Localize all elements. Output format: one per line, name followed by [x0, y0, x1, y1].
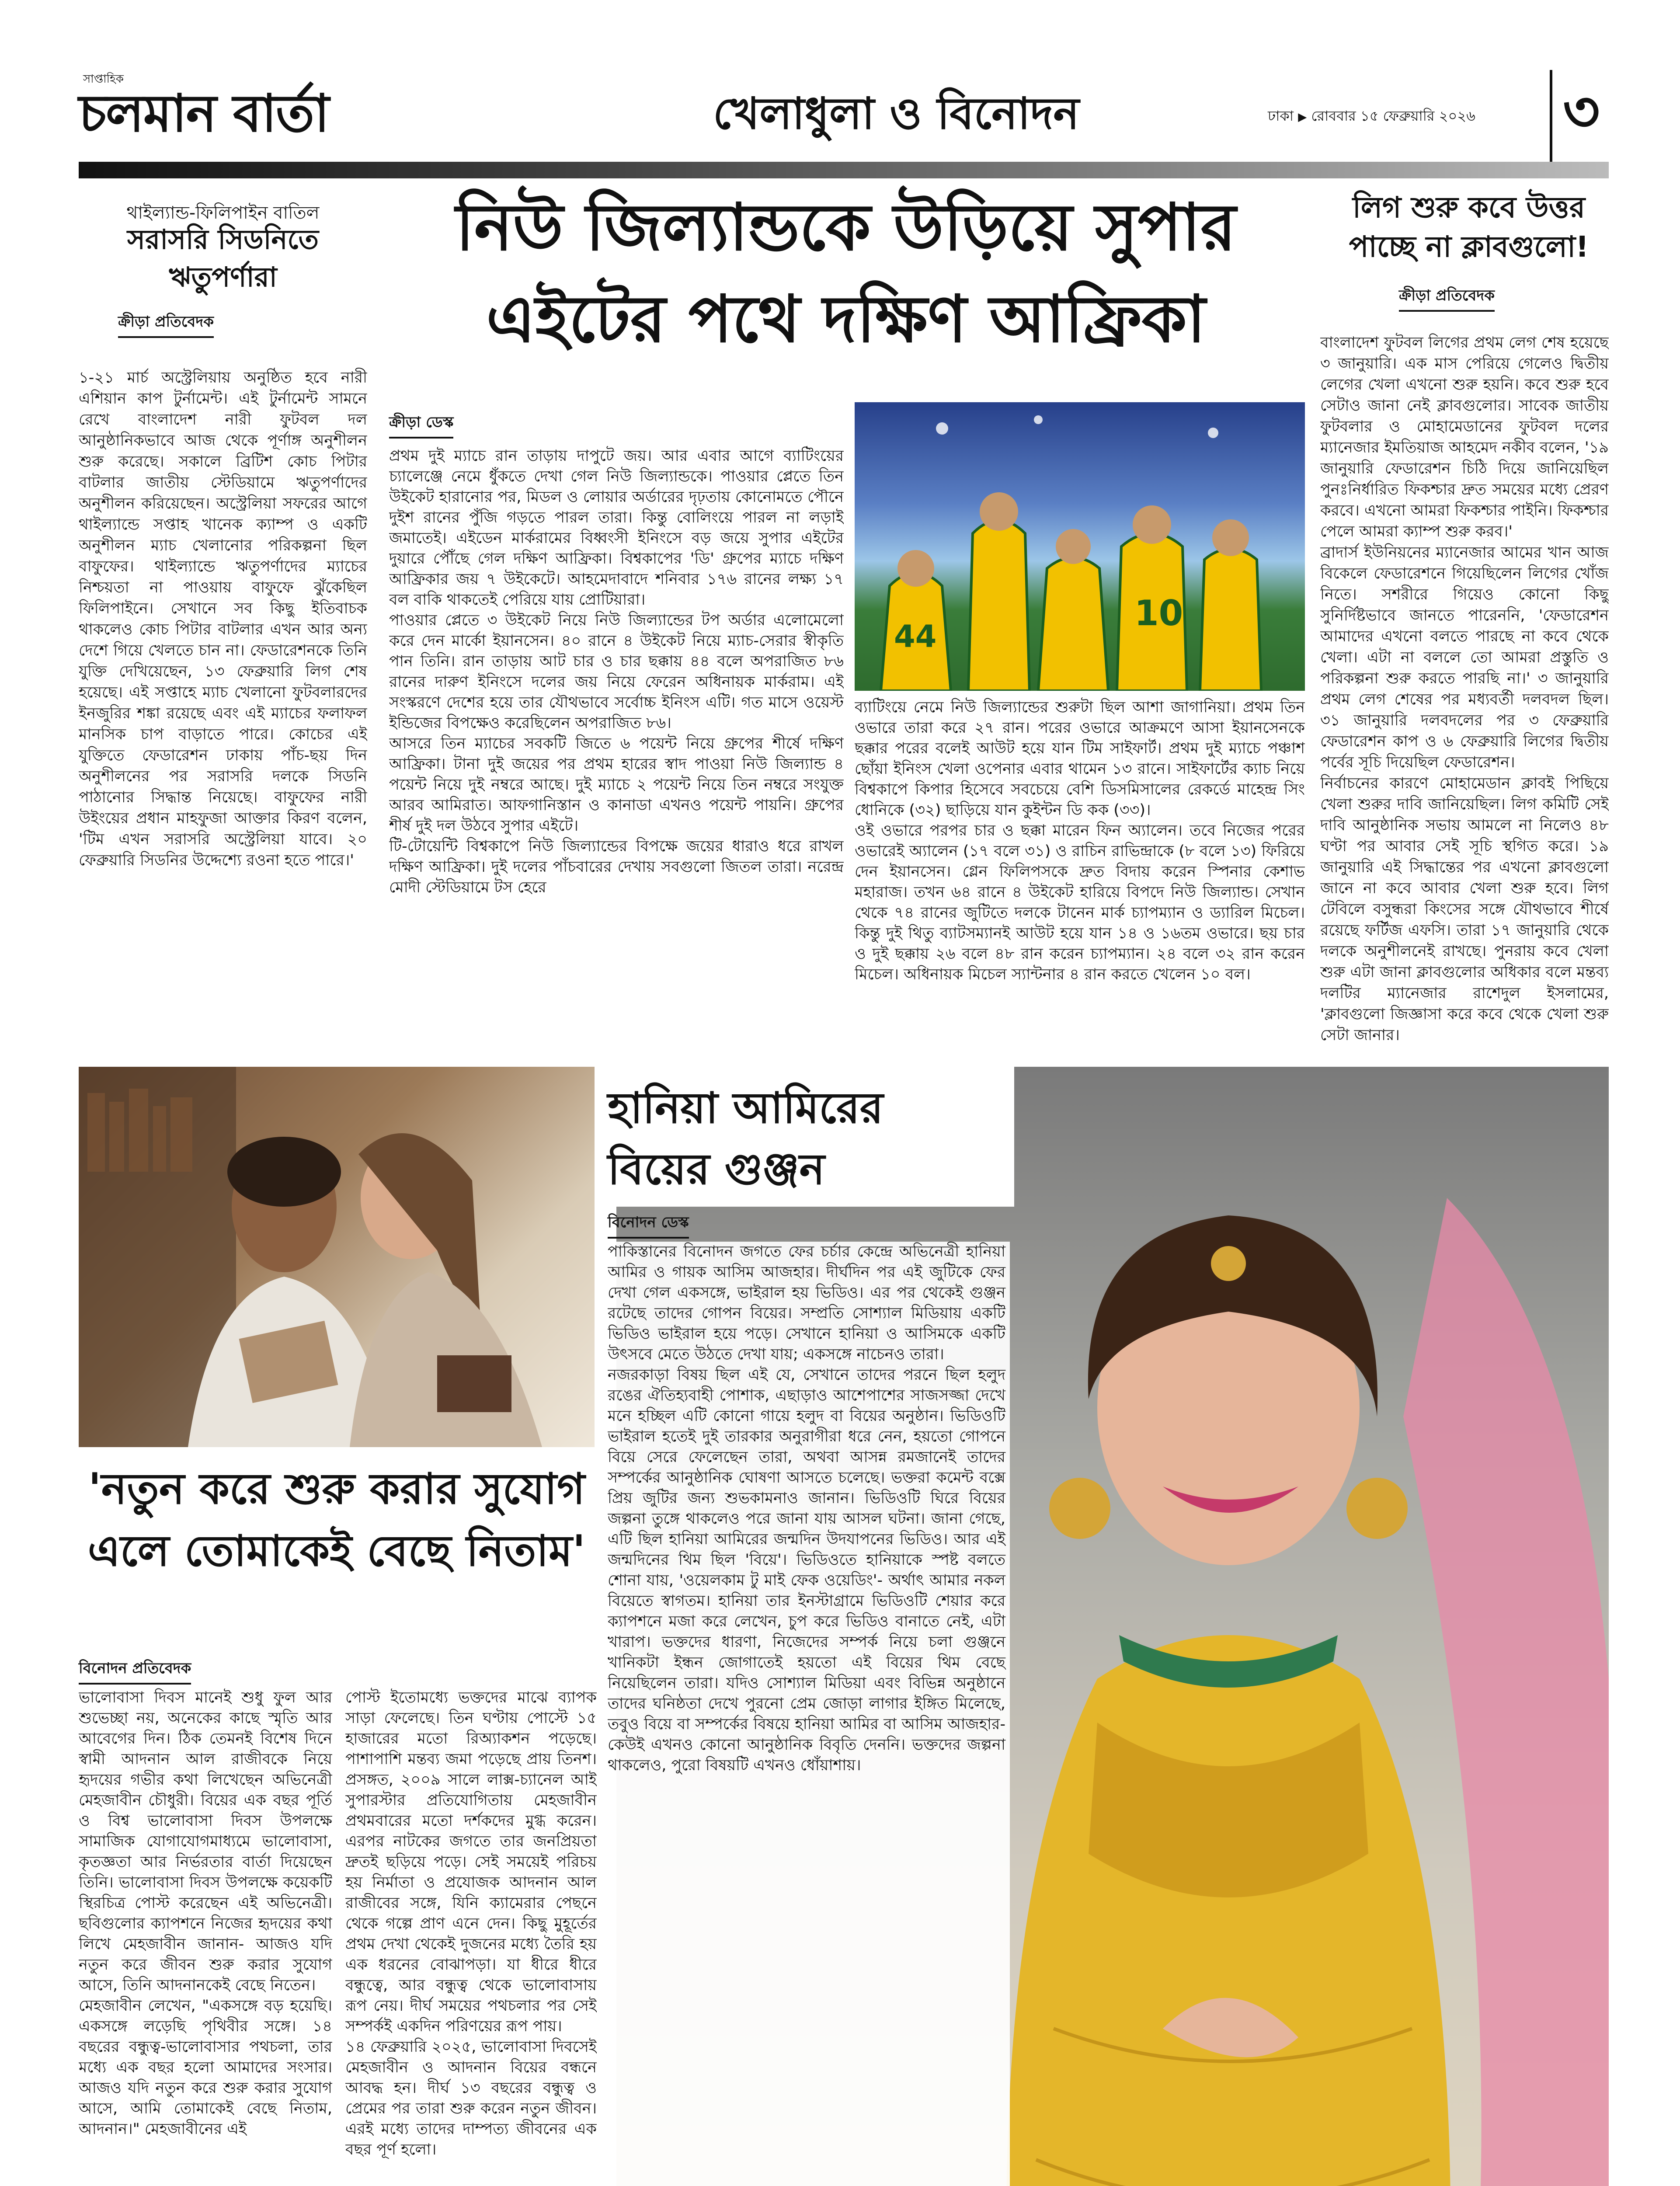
lead-credit: ক্রীড়া ডেস্ক: [389, 411, 453, 439]
dateline-city: ঢাকা: [1268, 108, 1294, 124]
couple-illustration: [79, 1067, 595, 1447]
logo-tagline: সাপ্তাহিক: [83, 73, 124, 86]
section-title: খেলাধুলা ও বিনোদন: [713, 88, 1079, 139]
svg-text:44: 44: [894, 619, 937, 654]
page-number-divider: [1550, 70, 1552, 166]
logo: [79, 70, 402, 157]
hania-body: পাকিস্তানের বিনোদন জগতে ফের চর্চার কেন্দ্রে অভিনেত্রী হানিয়া আমির ও গায়ক আসিম আজহার। দীর্ঘদিন পর এই জুটিকে ফের দেখা গেল একসঙ্গে, ভাইরাল হয় ভিডিও। এর পর থেকেই গুঞ্জন রটেছে তাদের গোপন বিয়ের। সম্প্রতি সোশ্যাল মিডিয়ায় একটি ভিডিও ভাইরাল হয়ে পড়ে। সেখানে হানিয়া ও আসিমকে একটি উৎসবে মেতে উঠতে দেখা যায়; একসঙ্গে নাচেনও তারা। নজরকাড়া বিষয় ছিল এই যে, সেখানে তাদের পরনে ছিল হলুদ রঙের ঐতিহ্যবাহী পোশাক, এছাড়াও আশেপাশের সাজসজ্জা দেখে মনে হচ্ছিল এটি কোনো গায়ে হলুদ বা বিয়ের অনুষ্ঠান। ভিডিওটি ভাইরাল হতেই দুই তারকার অনুরাগীরা ধরে নেন, হয়তো গোপনে বিয়ে সেরে ফেলেছেন তারা, অথবা আসন্ন রমজানেই তাদের সম্পর্কের আনুষ্ঠানিক ঘোষণা আসতে চলেছে। ভক্তরা কমেন্ট বক্সে প্রিয় জুটির জন্য শুভকামনাও জানান। ভিডিওটি ঘিরে বিয়ের জল্পনা তুঙ্গে থাকলেও পরে জানা যায় আসল ঘটনা। জানা গেছে, এটি ছিল হানিয়া আমিরের জন্মদিন উদযাপনের ভিডিও। আর এই জন্মদিনের থিম ছিল 'বিয়ে'। ভিডিওতে হানিয়াকে স্পষ্ট বলতে শোনা যায়, 'ওয়েলকাম টু মাই ফেক ওয়েডিং'- অর্থাৎ আমার নকল বিয়েতে স্বাগতম। হানিয়া তার ইনস্টাগ্রামে ভিডিওটি শেয়ার করে ক্যাপশনে মজা করে লেখেন, চুপ করে ভিডিও বানাতে নেই, এটা খারাপ। ভক্তদের ধারণা, নিজেদের সম্পর্ক নিয়ে চলা গুঞ্জনে খানিকটা ইন্ধন জোগাতেই হয়তো এই বিয়ের থিম বেছে নিয়েছিলেন তারা। যদিও সোশ্যাল মিডিয়া এবং বিভিন্ন অনুষ্ঠানে তাদের ঘনিষ্ঠতা দেখে পুরনো প্রেম জোড়া লাগার ইঙ্গিত মিলেছে, তবুও বিয়ে বা সম্পর্কের বিষয়ে হানিয়া আমির বা আসিম আজহার- কেউই এখনও কোনো আনুষ্ঠানিক বিবৃতি দেননি। ভক্তদের জল্পনা থাকলেও, পুরো বিষয়টি এখনও ধোঁয়াশায়।: [608, 1242, 1010, 2186]
cricket-players-illustration: [855, 402, 1305, 691]
lead-credit-wrap: [389, 411, 453, 439]
left-story-credit: ক্রীড়া প্রতিবেদক: [118, 310, 214, 338]
quote-story-credit-wrap: [79, 1657, 191, 1685]
lead-body-continued: ব্যাটিংয়ে নেমে নিউ জিল্যান্ডের শুরুটা ছিল আশা জাগানিয়া। প্রথম তিন ওভারে তারা করে ২৭ রান। পরের ওভারে আক্রমণে আসা ইয়ানসেনকে ছক্কার পরের বলেই আউট হয়ে যান টিম সাইফার্ট। প্রথম দুই ম্যাচে পঞ্চাশ ছোঁয়া ইনিংস খেলা ওপেনার এবার থামেন ১৩ রানে। সাইফার্টের ক্যাচ নিয়ে বিশ্বকাপে কিপার হিসেবে সবচেয়ে বেশি ডিসমিসালের রেকর্ডে মাহেন্দ্র সিং ধোনিকে (৩২) ছাড়িয়ে যান কুইন্টন ডি কক (৩৩)। ওই ওভারে পরপর চার ও ছক্কা মারেন ফিন অ্যালেন। তবে নিজের পরের ওভারেই অ্যালেন (১৭ বলে ৩১) ও রাচিন রাভিন্দ্রাকে (৮ বলে ১৩) ফিরিয়ে দেন ইয়ানসেন। গ্লেন ফিলিপসকে দ্রুত বিদায় করেন স্পিনার কেশাভ মহারাজ। তখন ৬৪ রানে ৪ উইকেট হারিয়ে বিপদে নিউ জিল্যান্ড। সেখান থেকে ৭৪ রানের জুটিতে দলকে টানেন মার্ক চ্যাপম্যান ও ড্যারিল মিচেল। কিন্তু দুই থিতু ব্যাটসম্যানই আউট হয়ে যান ১৪ ও ১৬তম ওভারে। ছয় চার ও দুই ছক্কায় ২৬ বলে ৪৮ রান করেন চ্যাপম্যান। ২৪ বলে ৩২ রান করেন মিচেল। অধিনায়ক মিচেল স্যান্টনার ৪ রান করতে খেলেন ১০ বল।: [855, 699, 1305, 983]
lead-body: প্রথম দুই ম্যাচে রান তাড়ায় দাপুটে জয়। আর এবার আগে ব্যাটিংয়ের চ্যালেঞ্জে নেমে ধুঁকতে দেখা গেল নিউ জিল্যান্ডকে। পাওয়ার প্লেতে তিন উইকেট হারানোর পর, মিডল ও লোয়ার অর্ডারের দৃঢ়তায় কোনোমতে পৌনে দুইশ রানের পুঁজি গড়তে পারল তারা। কিন্তু বোলিংয়ে পারল না লড়াই জমাতেই। এইডেন মার্করামের বিধ্বংসী ইনিংসে বড় জয়ে সুপার এইটের দুয়ারে পৌঁছে গেল দক্ষিণ আফ্রিকা। বিশ্বকাপের 'ডি' গ্রুপের ম্যাচে দক্ষিণ আফ্রিকার জয় ৭ উইকেটে। আহমেদাবাদে শনিবার ১৭৬ রানের লক্ষ্য ১৭ বল বাকি থাকতেই পেরিয়ে যায় প্রোটিয়ারা। পাওয়ার প্লেতে ৩ উইকেট নিয়ে নিউ জিল্যান্ডের টপ অর্ডার এলোমেলো করে দেন মার্কো ইয়ানসেন। ৪০ রানে ৪ উইকেট নিয়ে ম্যাচ-সেরার স্বীকৃতি পান তিনি। রান তাড়ায় আট চার ও চার ছক্কায় ৪৪ বলে অপরাজিত ৮৬ রানের দারুণ ইনিংসে দলের জয় নিয়ে ফেরেন অধিনায়ক মার্করাম। এই সংস্করণে দেশের হয়ে তার যৌথভাবে সর্বোচ্চ ইনিংস এটি। গত মাসে ওয়েস্ট ইন্ডিজের বিপক্ষেও করেছিলেন অপরাজিত ৮৬। আসরে তিন ম্যাচের সবকটি জিতে ৬ পয়েন্ট নিয়ে গ্রুপের শীর্ষে দক্ষিণ আফ্রিকা। টানা দুই জয়ের পর প্রথম হারের স্বাদ পাওয়া নিউ জিল্যান্ড ৪ পয়েন্ট নিয়ে দুই নম্বরে আছে। দুই ম্যাচে ২ পয়েন্ট নিয়ে তিন নম্বরে সংযুক্ত আরব আমিরাত। আফগানিস্তান ও কানাডা এখনও পয়েন্ট পায়নি। গ্রুপের শীর্ষ দুই দল উঠবে সুপার এইটে। টি-টোয়েন্টি বিশ্বকাপে নিউ জিল্যান্ডের বিপক্ষে জয়ের ধারাও ধরে রাখল দক্ষিণ আফ্রিকা। দুই দলের পাঁচবারের দেখায় সবগুলো জিতল তারা। নরেন্দ্র মোদী স্টেডিয়ামে টস হেরে: [389, 447, 844, 896]
quote-story-body-left: ভালোবাসা দিবস মানেই শুধু ফুল আর শুভেচ্ছা নয়, অনেকের কাছে স্মৃতি আর আবেগের দিন। ঠিক তেমনই বিশেষ দিনে স্বামী আদনান আল রাজীবকে নিয়ে হৃদয়ের গভীর কথা লিখেছেন অভিনেত্রী মেহজাবীন চৌধুরী। বিয়ের এক বছর পূর্তি ও বিশ্ব ভালোবাসা দিবস উপলক্ষে সামাজিক যোগাযোগমাধ্যমে ভালোবাসা, কৃতজ্ঞতা আর নির্ভরতার বার্তা দিয়েছেন তিনি। ভালোবাসা দিবস উপলক্ষে কয়েকটি স্থিরচিত্র পোস্ট করেছেন এই অভিনেত্রী। ছবিগুলোর ক্যাপশনে নিজের হৃদয়ের কথা লিখে মেহজাবীন জানান- আজও যদি নতুন করে জীবন শুরু করার সুযোগ আসে, তিনি আদনানকেই বেছে নিতেন। মেহজাবীন লেখেন, "একসঙ্গে বড় হয়েছি। একসঙ্গে লড়েছি পৃথিবীর সঙ্গে। ১৪ বছরের বন্ধুত্ব-ভালোবাসার পথচলা, তার মধ্যে এক বছর হলো আমাদের সংসার। আজও যদি নতুন করে শুরু করার সুযোগ আসে, আমি তোমাকেই বেছে নিতাম, আদনান।" মেহজাবীনের এই: [79, 1689, 332, 2138]
left-story-headline: সরাসরি সিডনিতে ঋতুপর্ণারা: [127, 223, 319, 293]
left-story-kicker: থাইল্যান্ড-ফিলিপাইন বাতিল: [126, 203, 320, 223]
hania-headline-line2: বিয়ের গুঞ্জন: [608, 1145, 825, 1194]
masthead-rule: [79, 162, 1609, 178]
hania-credit-wrap: [608, 1211, 689, 1239]
couple-photo: [79, 1067, 595, 1447]
logo-wordmark: চলমান বার্তা: [79, 83, 329, 143]
right-story-credit-wrap: [1399, 284, 1495, 312]
cricket-team-photo: [855, 402, 1305, 691]
hania-headline-line1: হানিয়া আমিরের: [608, 1083, 883, 1133]
masthead: [79, 61, 1609, 166]
quote-story-headline: 'নতুন করে শুরু করার সুযোগ এলে তোমাকেই বেছে নিতাম': [87, 1464, 586, 1576]
left-story-credit-wrap: [118, 310, 214, 338]
right-story-credit: ক্রীড়া প্রতিবেদক: [1399, 284, 1495, 312]
quote-story-body-right: পোস্ট ইতোমধ্যে ভক্তদের মাঝে ব্যাপক সাড়া ফেলেছে। তিন ঘণ্টায় পোস্টে ১৫ হাজারের মতো রিঅ্যাকশন পড়েছে। পাশাপাশি মন্তব্য জমা পড়েছে প্রায় তিনশ। প্রসঙ্গত, ২০০৯ সালে লাক্স-চ্যানেল আই সুপারস্টার প্রতিযোগিতায় মেহজাবীন প্রথমবারের মতো দর্শকদের মুগ্ধ করেন। এরপর নাটকের জগতে তার জনপ্রিয়তা দ্রুতই ছড়িয়ে পড়ে। সেই সময়েই পরিচয় হয় নির্মাতা ও প্রযোজক আদনান আল রাজীবের সঙ্গে, যিনি ক্যামেরার পেছনে থেকে গল্পে প্রাণ এনে দেন। কিছু মুহূর্তের প্রথম দেখা থেকেই দুজনের মধ্যে তৈরি হয় এক ধরনের বোঝাপড়া। যা ধীরে ধীরে বন্ধুত্বে, আর বন্ধুত্ব থেকে ভালোবাসায় রূপ নেয়। দীর্ঘ সময়ের পথচলার পর সেই সম্পর্কই একদিন পরিণয়ের রূপ পায়। ১৪ ফেব্রুয়ারি ২০২৫, ভালোবাসা দিবসেই মেহজাবীন ও আদনান বিয়ের বন্ধনে আবদ্ধ হন। দীর্ঘ ১৩ বছরের বন্ধুত্ব ও প্রেমের পর তারা শুরু করেন নতুন জীবন। এরই মধ্যে তাদের দাম্পত্য জীবনের এক বছর পূর্ণ হলো।: [345, 1689, 597, 2158]
lead-headline-line1: নিউ জিল্যান্ডকে উড়িয়ে সুপার: [456, 190, 1236, 265]
hania-credit: বিনোদন ডেস্ক: [608, 1211, 689, 1239]
dateline-separator-icon: ▶: [1298, 111, 1307, 124]
right-story-body: বাংলাদেশ ফুটবল লিগের প্রথম লেগ শেষ হয়েছে ৩ জানুয়ারি। এক মাস পেরিয়ে গেলেও দ্বিতীয় লেগের খেলা এখনো শুরু হয়নি। কবে শুরু হবে সেটাও জানা নেই ক্লাবগুলোর। সাবেক জাতীয় ফুটবলার ও মোহামেডানের ফুটবল দলের ম্যানেজার ইমতিয়াজ আহমেদ নকীব বলেন, '১৯ জানুয়ারি ফেডারেশন চিঠি দিয়ে জানিয়েছিল পুনঃনির্ধারিত ফিকশ্চার দ্রুত সময়ের মধ্যে প্রেরণ করবে। এখনো আমরা ফিকশ্চার পাইনি। ফিকশ্চার পেলে আমরা ক্যাম্প শুরু করব।' ব্রাদার্স ইউনিয়নের ম্যানেজার আমের খান আজ বিকেলে ফেডারেশনে গিয়েছিলেন লিগের খোঁজ নিতে। সশরীরে গিয়েও কোনো কিছু সুনির্দিষ্টভাবে জানতে পারেননি, 'ফেডারেশন আমাদের এখনো বলতে পারছে না কবে থেকে খেলা। এটা না বললে তো আমরা প্রস্তুতি ও পরিকল্পনা শুরু করতে পারছি না।' ৩ জানুয়ারি প্রথম লেগ শেষের পর মধ্যবর্তী দলবদল ছিল। ৩১ জানুয়ারি দলবদলের পর ৩ ফেব্রুয়ারি ফেডারেশন কাপ ও ৬ ফেব্রুয়ারি লিগের দ্বিতীয় পর্বের সূচি দিয়েছিল ফেডারেশন। নির্বাচনের কারণে মোহামেডান ক্লাবই পিছিয়ে খেলা শুরুর দাবি জানিয়েছিল। লিগ কমিটি সেই দাবি আনুষ্ঠানিক সভায় আমলে না নিলেও ৪৮ ঘণ্টা পর আবার সেই সূচি স্থগিত করে। ১৯ জানুয়ারি এই সিদ্ধান্তের পর এখনো ক্লাবগুলো জানে না কবে আবার খেলা শুরু হবে। লিগ টেবিলে বসুন্ধরা কিংসের সঙ্গে যৌথভাবে শীর্ষে রয়েছে ফর্টিজ এফসি। তারা ১৭ জানুয়ারি থেকে দলকে অনুশীলনেই রাখছে। পুনরায় কবে খেলা শুরু এটা জানা ক্লাবগুলোর অধিকার বলে মন্তব্য দলটির ম্যানেজার রাশেদুল ইসলামের, 'ক্লাবগুলো জিজ্ঞাসা করে কবে থেকে খেলা শুরু সেটা জানার।: [1320, 334, 1609, 1044]
lead-headline-line2: এইটের পথে দক্ষিণ আফ্রিকা: [486, 282, 1206, 357]
dateline: [1268, 105, 1539, 129]
left-story-body: ১-২১ মার্চ অস্ট্রেলিয়ায় অনুষ্ঠিত হবে নারী এশিয়ান কাপ টুর্নামেন্ট। এই টুর্নামেন্ট সামনে রেখে বাংলাদেশ নারী ফুটবল দল আনুষ্ঠানিকভাবে আজ থেকে পূর্ণাঙ্গ অনুশীলন শুরু করেছে। সকালে ব্রিটিশ কোচ পিটার বাটলার জাতীয় স্টেডিয়ামে ঋতুপর্ণাদের অনুশীলন করিয়েছেন। অস্ট্রেলিয়া সফরের আগে থাইল্যান্ডে সপ্তাহ খানেক ক্যাম্প ও একটি অনুশীলন ম্যাচ খেলানোর পরিকল্পনা ছিল বাফুফের। থাইল্যান্ডে ঋতুপর্ণাদের ম্যাচের নিশ্চয়তা না পাওয়ায় বাফুফে ঝুঁকেছিল ফিলিপাইনে। সেখানে সব কিছু ইতিবাচক থাকলেও কোচ পিটার বাটলার এখন আর অন্য দেশে গিয়ে খেলতে চান না। ফেডারেশনকে তিনি যুক্তি দেখিয়েছেন, ১৩ ফেব্রুয়ারি লিগ শেষ হয়েছে। এই সপ্তাহে ম্যাচ খেলানো ফুটবলারদের ইনজুরির শঙ্কা রয়েছে এবং এই ম্যাচের ফলাফল মানসিক চাপ বাড়াতে পারে। কোচের এই যুক্তিতে ফেডারেশন ঢাকায় পাঁচ-ছয় দিন অনুশীলনের পর সরাসরি দলকে সিডনি পাঠানোর সিদ্ধান্ত নিয়েছে। বাফুফের নারী উইংয়ের প্রধান মাহফুজা আক্তার কিরণ বলেন, 'টিম এখন সরাসরি অস্ট্রেলিয়া যাবে। ২০ ফেব্রুয়ারি সিডনির উদ্দেশ্যে রওনা হতে পারে।': [79, 369, 367, 869]
right-story-headline: লিগ শুরু কবে উত্তর পাচ্ছে না ক্লাবগুলো!: [1349, 191, 1589, 264]
dateline-date: রোববার ১৫ ফেব্রুয়ারি ২০২৬: [1311, 108, 1475, 124]
svg-text:10: 10: [1134, 593, 1183, 634]
page-number: ৩: [1563, 78, 1600, 145]
quote-story-credit: বিনোদন প্রতিবেদক: [79, 1657, 191, 1685]
